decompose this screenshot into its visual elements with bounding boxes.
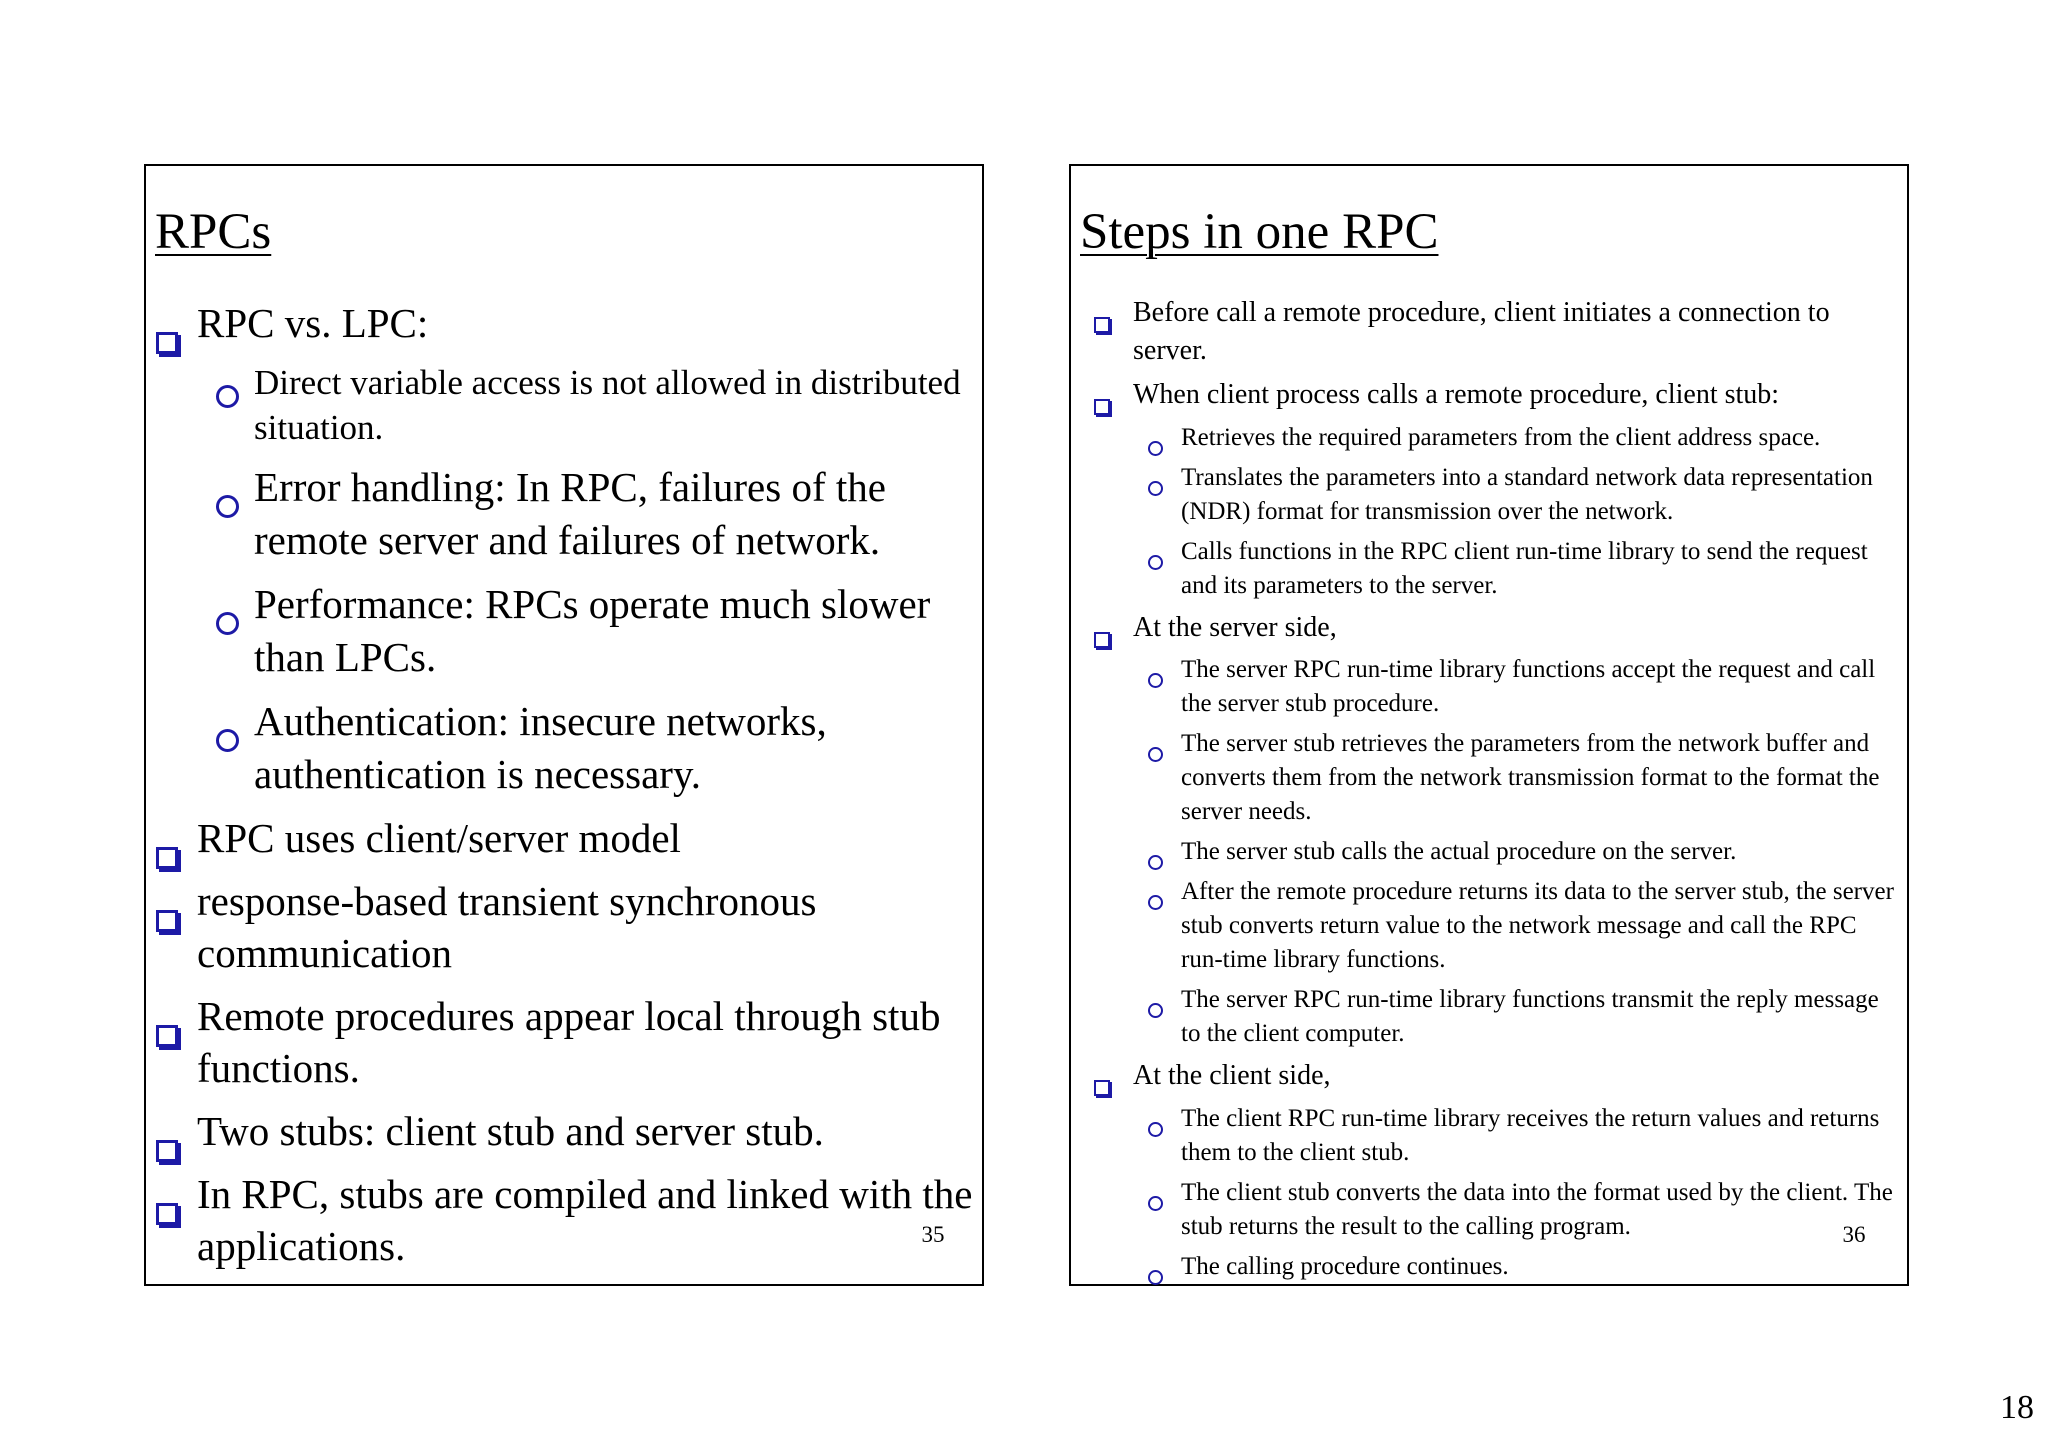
square-bullet-icon bbox=[156, 1007, 178, 1059]
bullet-item bbox=[1081, 376, 1899, 414]
bullet-text: Before call a remote procedure, client initiates a connection to server. bbox=[1133, 297, 1830, 366]
sub-bullet-item bbox=[1081, 875, 1899, 977]
bullet-text: At the client side, bbox=[1133, 1060, 1331, 1091]
sub-bullet-item bbox=[156, 578, 974, 684]
bullet-text: Direct variable access is not allowed in distributed situation. bbox=[254, 363, 961, 447]
circle-bullet-icon bbox=[216, 595, 239, 648]
bullet-text: At the server side, bbox=[1133, 611, 1337, 643]
page-number: 18 bbox=[2000, 1389, 2034, 1426]
bullet-item bbox=[1081, 1057, 1899, 1095]
bullet-text: Remote procedures appear local through stub functions. bbox=[197, 993, 941, 1091]
bullet-text: Retrieves the required parameters from the client address space. bbox=[1181, 423, 1821, 451]
slide-title: RPCs bbox=[155, 204, 272, 260]
bullet-item bbox=[156, 1105, 974, 1157]
square-bullet-icon bbox=[156, 1185, 178, 1237]
bullet-text: The server RPC run-time library functions transmit the reply message to the client computer. bbox=[1181, 986, 1879, 1047]
bullet-item bbox=[156, 297, 974, 349]
bullet-text: The client RPC run-time library receives the return values and returns them to the client stub. bbox=[1181, 1104, 1880, 1166]
square-bullet-icon bbox=[156, 829, 178, 881]
bullet-text: Error handling: In RPC, failures of the remote server and failures of network. bbox=[254, 464, 886, 563]
bullet-text: The server stub retrieves the parameters from the network buffer and converts them from the network transmission format to the format the server needs. bbox=[1181, 730, 1880, 825]
bullet-item bbox=[1081, 294, 1899, 369]
bullet-item bbox=[156, 990, 974, 1094]
circle-bullet-icon bbox=[1148, 738, 1163, 772]
bullet-text: Calls functions in the RPC client run-time library to send the request and its parameters to the server. bbox=[1181, 537, 1868, 599]
slide-title: Steps in one RPC bbox=[1080, 204, 1439, 260]
square-bullet-icon bbox=[156, 892, 178, 944]
bullet-text: In RPC, stubs are compiled and linked with the applications. bbox=[197, 1171, 973, 1269]
sub-bullet-item bbox=[1081, 1250, 1899, 1284]
bullet-item bbox=[1081, 609, 1899, 647]
circle-bullet-icon bbox=[1148, 546, 1163, 580]
circle-bullet-icon bbox=[216, 374, 239, 419]
bullet-list bbox=[156, 297, 974, 1283]
square-bullet-icon bbox=[156, 314, 178, 366]
sub-bullet-item bbox=[1081, 983, 1899, 1051]
circle-bullet-icon bbox=[1148, 994, 1163, 1028]
sub-bullet-item bbox=[1081, 535, 1899, 603]
slide-rpcs bbox=[144, 164, 984, 1286]
sub-bullet-item bbox=[1081, 1102, 1899, 1170]
sub-bullet-item bbox=[1081, 835, 1899, 869]
circle-bullet-icon bbox=[1148, 1187, 1163, 1221]
bullet-text: The server stub calls the actual procedure on the server. bbox=[1181, 838, 1737, 865]
square-bullet-icon bbox=[1094, 306, 1110, 344]
bullet-text: response-based transient synchronous communication bbox=[197, 878, 817, 976]
slide-number: 35 bbox=[921, 1222, 945, 1247]
sub-bullet-item bbox=[156, 695, 974, 801]
slide-number: 36 bbox=[1842, 1222, 1866, 1247]
bullet-item bbox=[156, 1168, 974, 1272]
circle-bullet-icon bbox=[1148, 886, 1163, 920]
bullet-text: The calling procedure continues. bbox=[1181, 1252, 1509, 1280]
bullet-text: Translates the parameters into a standard network data representation (NDR) format for transmission over the network. bbox=[1181, 463, 1873, 525]
bullet-item bbox=[156, 812, 974, 864]
bullet-text: The server RPC run-time library functions accept the request and call the server stub procedure. bbox=[1181, 656, 1876, 717]
circle-bullet-icon bbox=[1148, 472, 1163, 506]
sub-bullet-item bbox=[1081, 727, 1899, 829]
sub-bullet-item bbox=[156, 461, 974, 567]
bullet-text: The client stub converts the data into the format used by the client. The stub returns the result to the calling program. bbox=[1181, 1178, 1893, 1240]
circle-bullet-icon bbox=[1148, 1261, 1163, 1295]
circle-bullet-icon bbox=[1148, 664, 1163, 698]
sub-bullet-item bbox=[1081, 421, 1899, 455]
sub-bullet-item bbox=[156, 360, 974, 450]
slide-steps-in-one-rpc bbox=[1069, 164, 1909, 1286]
sub-bullet-item bbox=[1081, 461, 1899, 529]
bullet-text: RPC vs. LPC: bbox=[197, 300, 429, 346]
circle-bullet-icon bbox=[216, 478, 239, 531]
bullet-text: When client process calls a remote procedure, client stub: bbox=[1133, 379, 1780, 410]
square-bullet-icon bbox=[156, 1122, 178, 1174]
bullet-text: After the remote procedure returns its data to the server stub, the server stub converts return value to the network message and call the RPC run-time library functions. bbox=[1181, 878, 1894, 973]
circle-bullet-icon bbox=[216, 712, 239, 765]
bullet-text: RPC uses client/server model bbox=[197, 815, 681, 861]
bullet-text: Two stubs: client stub and server stub. bbox=[197, 1108, 824, 1154]
bullet-text: Authentication: insecure networks, authentication is necessary. bbox=[254, 698, 827, 797]
sub-bullet-item bbox=[1081, 1176, 1899, 1244]
bullet-text: Performance: RPCs operate much slower than LPCs. bbox=[254, 581, 931, 680]
bullet-list bbox=[1081, 294, 1899, 1290]
bullet-item bbox=[156, 875, 974, 979]
circle-bullet-icon bbox=[1148, 1113, 1163, 1147]
sub-bullet-item bbox=[1081, 653, 1899, 721]
